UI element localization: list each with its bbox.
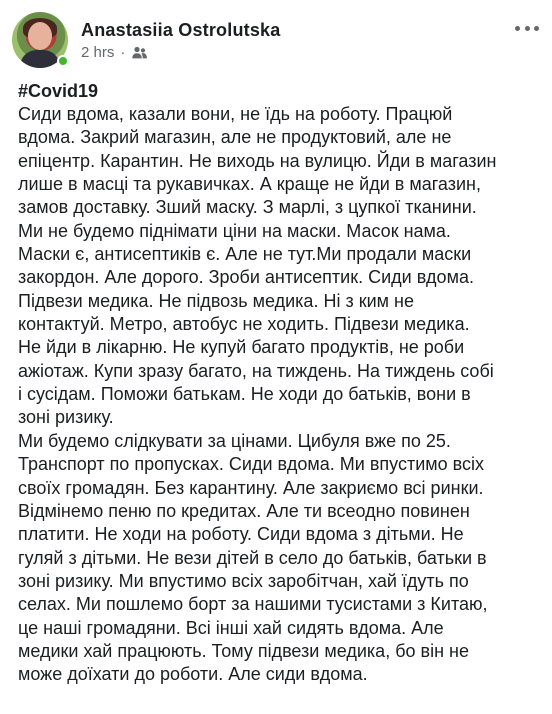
post-text-line: селах. Ми пошлемо борт за нашими тусистами з Китаю, xyxy=(18,594,488,615)
post-text-line: контактуй. Метро, автобус не ходить. Підвези медика. xyxy=(18,314,470,335)
more-options-icon xyxy=(534,26,539,31)
post-time[interactable]: 2 hrs xyxy=(81,43,115,61)
post-text-line: зоні ризику. Ми впустимо всіх заробітчан, хай їдуть по xyxy=(18,570,469,591)
post-header xyxy=(0,0,552,72)
post-text-line: закордон. Але дорого. Зроби антисептик. Сиди вдома. xyxy=(18,267,474,288)
post-text xyxy=(18,103,537,687)
more-options-button[interactable] xyxy=(515,19,539,37)
post-text-line: Ми не будемо піднімати ціни на маски. Масок нама. xyxy=(18,220,451,241)
post-text-line: Сиди вдома, казали вони, не їдь на роботу. Працюй xyxy=(18,104,453,124)
post-body xyxy=(18,79,537,687)
post-text-line: своїх громадян. Без карантину. Але закриємо всі ринки. xyxy=(18,477,484,498)
more-options-icon xyxy=(525,26,530,31)
post-text-line: Маски є, антисептиків є. Але не тут.Ми продали маски xyxy=(18,244,472,265)
post-text-line: Підвези медика. Не підвозь медика. Ні з ким не xyxy=(18,290,414,311)
post-text-line: це наші громадяни. Всі інші хай сидять вдома. Але xyxy=(18,617,444,638)
post-meta xyxy=(81,43,148,61)
post-text-line: гуляй з дітьми. Не вези дітей в село до батьків, батьки в xyxy=(18,547,487,568)
post-text-line: може доїхати до роботи. Але сиди вдома. xyxy=(18,664,368,685)
post-text-line: лише в масці та рукавичках. А краще не йди в магазин, xyxy=(18,174,481,195)
post-text-line: медики хай працюють. Тому підвези медика, бо він не xyxy=(18,640,469,661)
post-text-line: і сусідам. Поможи батькам. Не ходи до батьків, вони в xyxy=(18,384,471,405)
online-status-icon xyxy=(57,55,69,67)
post-text-line: зоні ризику. xyxy=(18,407,114,428)
post-text-line: платити. Не ходи на роботу. Сиди вдома з дітьми. Не xyxy=(18,524,464,545)
post-text-line: Відмінемо пеню по кредитах. Але ти всеодно повинен xyxy=(18,500,470,521)
friends-icon[interactable] xyxy=(131,46,148,59)
post-text-line: Не йди в лікарню. Не купуй багато продуктів, не роби xyxy=(18,337,465,358)
post-text-line: замов доставку. Зший маску. З марлі, з цупкої тканини. xyxy=(18,197,477,218)
post-text-line: Транспорт по пропусках. Сиди вдома. Ми впустимо всіх xyxy=(18,454,484,475)
post-text-line: ажіотаж. Купи зразу багато, на тиждень. На тиждень собі xyxy=(18,360,494,381)
avatar-shirt xyxy=(20,50,60,68)
more-options-icon xyxy=(515,26,520,31)
hashtag-link[interactable]: #Covid19 xyxy=(18,81,99,101)
post-text-line: вдома. Закрий магазин, але не продуктовий, але не xyxy=(18,127,452,148)
avatar-face xyxy=(28,22,52,50)
meta-separator: · xyxy=(120,43,126,61)
post-text-line: Ми будемо слідкувати за цінами. Цибуля вже по 25. xyxy=(18,430,451,451)
post-text-line: епіцентр. Карантин. Не виходь на вулицю. Йди в магазин xyxy=(18,150,497,171)
author-name[interactable]: Anastasiia Ostrolutska xyxy=(81,20,281,40)
